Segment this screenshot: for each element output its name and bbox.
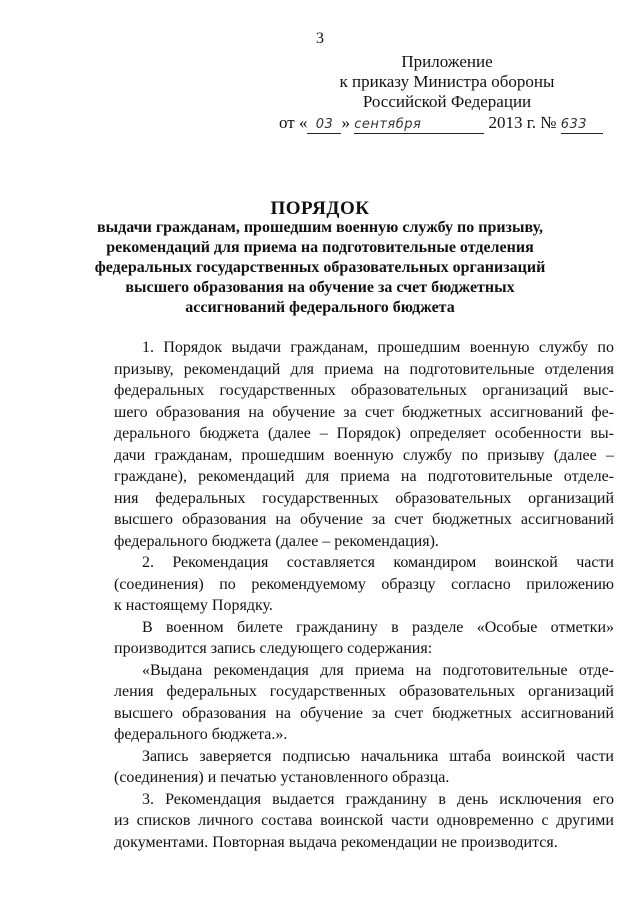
body-line: Запись заверяется подписью начальника штаба воинской части — [142, 747, 614, 765]
handwritten-number: 633 — [560, 117, 588, 132]
body-line: В военном билете гражданину в разделе «Особые отметки» — [142, 618, 614, 636]
body-line: ния федеральных государственных образовательных организаций — [114, 489, 614, 507]
body-line: 3. Рекомендация выдается гражданину в день исключения его — [142, 790, 614, 808]
body-line: документами. Повторная выдача рекомендации не производится. — [114, 833, 558, 851]
date-mid: » — [341, 113, 350, 132]
document-title: ПОРЯДОК — [270, 198, 370, 219]
body-line: федерального бюджета (далее – рекомендация). — [114, 532, 439, 550]
body-line: дерального бюджета (далее – Порядок) определяет особенности вы- — [114, 425, 614, 442]
handwritten-day: 03 — [315, 117, 334, 132]
body-line: к настоящему Порядку. — [114, 597, 273, 614]
body-line: производится запись следующего содержания: — [114, 640, 433, 657]
document-subtitle — [60, 218, 580, 318]
body-line: высшего образования на обучение за счет бюджетных ассигнований — [114, 511, 614, 528]
body-line: (соединения) по рекомендуемому образцу согласно приложению — [114, 575, 614, 593]
body-line: федеральных государственных образовательных организаций выс- — [114, 382, 614, 399]
date-prefix: от « — [279, 113, 308, 132]
body-line: федерального бюджета.». — [114, 726, 288, 743]
body-line: граждане), рекомендаций для приема на подготовительные отделе- — [114, 468, 614, 485]
subtitle-line: ассигнований федерального бюджета — [185, 299, 455, 316]
body-line: (соединения) и печатью установленного образца. — [114, 769, 450, 786]
appendix-line: Приложение — [401, 52, 493, 71]
body-line: «Выдана рекомендация для приема на подготовительные отде- — [142, 661, 614, 679]
year-and-number-label: 2013 г. № — [488, 113, 557, 132]
document-body — [114, 337, 614, 853]
body-line: из списков личного состава воинской части одновременно с другими — [114, 812, 614, 829]
subtitle-line: высшего образования на обучение за счет бюджетных — [125, 279, 515, 296]
body-line: 2. Рекомендация составляется командиром воинской части — [142, 554, 614, 571]
page-number: 3 — [316, 30, 324, 47]
body-line: 1. Порядок выдачи гражданам, прошедшим военную службу по — [142, 339, 614, 356]
body-line: ления федеральных государственных образовательных организаций — [114, 683, 614, 700]
handwritten-month: сентября — [354, 117, 422, 132]
order-date-line — [279, 113, 609, 134]
body-line: шего образования на обучение за счет бюджетных ассигнований фе- — [114, 403, 614, 421]
appendix-line: к приказу Министра обороны — [339, 72, 555, 91]
body-line: дачи гражданам, прошедшим военную службу по призыву (далее – — [114, 446, 614, 464]
appendix-line: Российской Федерации — [362, 92, 532, 111]
appendix-header — [282, 52, 612, 112]
subtitle-line: рекомендаций для приема на подготовительные отделения — [106, 239, 534, 256]
body-line: высшего образования на обучение за счет бюджетных ассигнований — [114, 704, 614, 722]
body-line: призыву, рекомендаций для приема на подготовительные отделения — [114, 360, 614, 378]
subtitle-line: федеральных государственных образовательных организаций — [94, 259, 546, 276]
subtitle-line: выдачи гражданам, прошедшим военную службу по призыву, — [97, 219, 543, 236]
